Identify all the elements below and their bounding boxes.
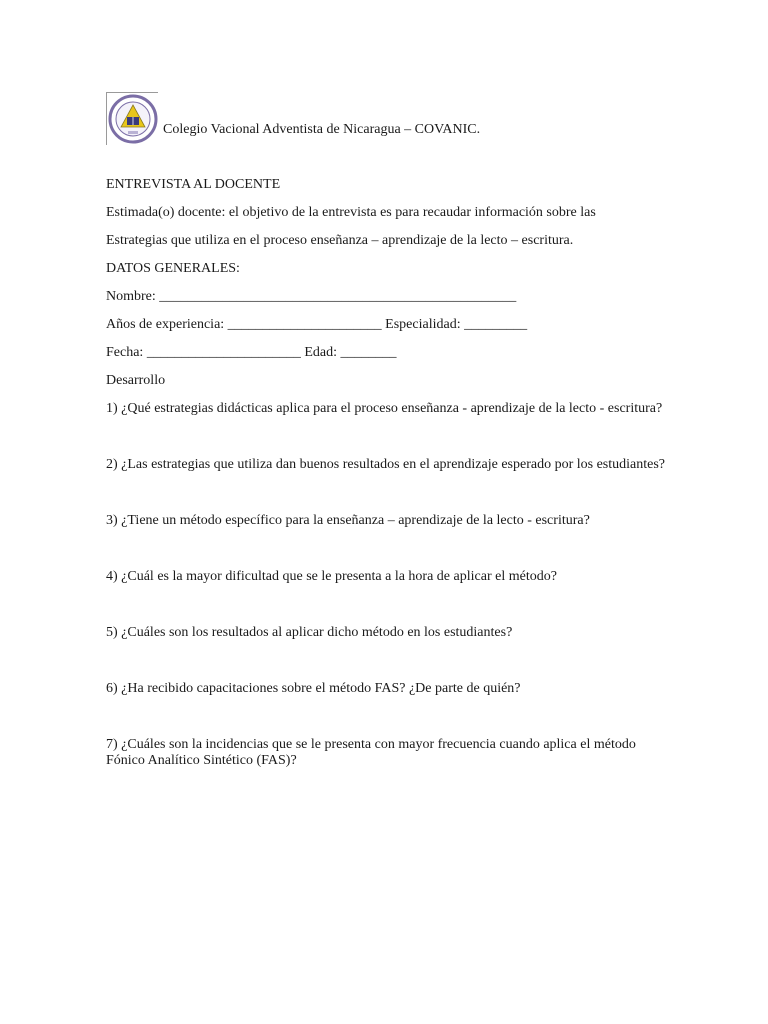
form-title: ENTREVISTA AL DOCENTE [106, 177, 281, 192]
nombre-field: Nombre: ___________________________________________________ [106, 289, 517, 304]
fecha-edad-field: Fecha: ______________________ Edad: ________ [106, 345, 397, 360]
intro-line-2: Estrategias que utiliza en el proceso enseñanza – aprendizaje de la lecto – escritura. [106, 233, 574, 248]
intro-line-1: Estimada(o) docente: el objetivo de la entrevista es para recaudar información sobre las [106, 205, 596, 220]
question-7-line-2: Fónico Analítico Sintético (FAS)? [106, 753, 297, 768]
question-4: 4) ¿Cuál es la mayor dificultad que se le presenta a la hora de aplicar el método? [106, 569, 557, 584]
general-data-heading: DATOS GENERALES: [106, 261, 240, 276]
school-seal-icon [108, 94, 158, 144]
school-name: Colegio Vacional Adventista de Nicaragua – COVANIC. [163, 122, 481, 137]
logo-frame [106, 92, 158, 145]
question-6: 6) ¿Ha recibido capacitaciones sobre el método FAS? ¿De parte de quién? [106, 681, 521, 696]
experiencia-especialidad-field: Años de experiencia: ______________________ Especialidad: _________ [106, 317, 528, 332]
question-5: 5) ¿Cuáles son los resultados al aplicar dicho método en los estudiantes? [106, 625, 513, 640]
question-3: 3) ¿Tiene un método específico para la enseñanza – aprendizaje de la lecto - escritura? [106, 513, 590, 528]
question-7: 7) ¿Cuáles son la incidencias que se le presenta con mayor frecuencia cuando aplica el método [106, 737, 636, 752]
question-1: 1) ¿Qué estrategias didácticas aplica para el proceso enseñanza - aprendizaje de la lecto - escritura? [106, 401, 663, 416]
desarrollo-heading: Desarrollo [106, 373, 166, 388]
question-2: 2) ¿Las estrategias que utiliza dan buenos resultados en el aprendizaje esperado por los estudiantes? [106, 457, 666, 472]
